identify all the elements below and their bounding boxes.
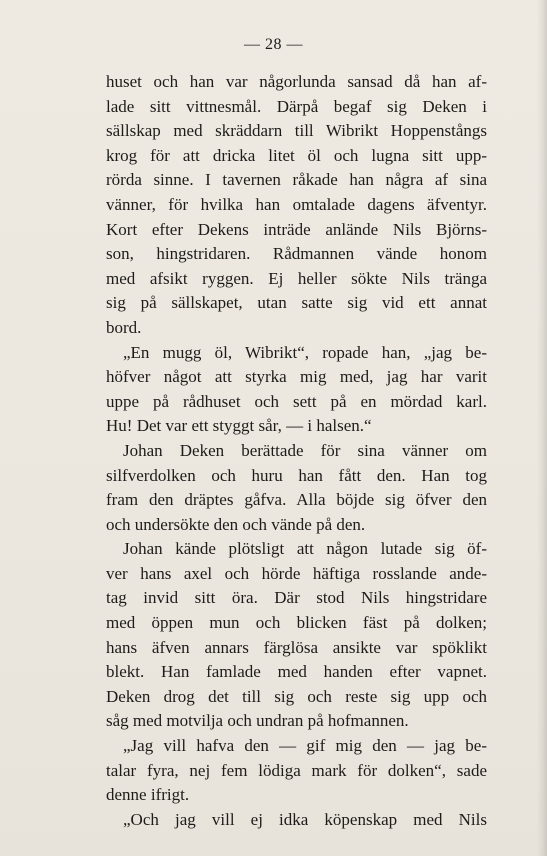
text-line: Kort efter Dekens inträde anlände Nils Björns- [106, 219, 487, 239]
text-line: huset och han var någorlunda sansad då han af- [106, 72, 487, 91]
text-line: sig på sällskapet, utan satte sig vid ett annat [106, 293, 487, 313]
text-line: son, hingstridaren. Rådmannen vände honom [106, 244, 487, 264]
text-line: Johan kände plötsligt att någon lutade sig öf- [123, 539, 487, 559]
text-line: rörda sinne. I tavernen råkade han några af sina [106, 170, 487, 190]
text-line: uppe på rådhuset och sett på en mördad karl. [106, 391, 487, 411]
text-line: vänner, för hvilka han omtalade dagens äfventyr. [106, 194, 487, 214]
text-line: silfverdolken och huru han fått den. Han tog [106, 465, 487, 485]
text-line: denne ifrigt. [106, 785, 190, 805]
text-line: hans äfven annars färglösa ansikte var spöklikt [106, 637, 487, 657]
text-line: fram den dräptes gåfva. Alla böjde sig öfver den [106, 490, 487, 510]
text-line: tag invid sitt öra. Där stod Nils hingstridare [106, 588, 487, 608]
text-line: Deken drog det till sig och reste sig upp och [106, 686, 487, 706]
text-line: med afsikt ryggen. Ej heller sökte Nils tränga [106, 268, 487, 288]
text-line: med öppen mun och blicken fäst på dolken; [106, 613, 487, 633]
text-line: Johan Deken berättade för sina vänner om [123, 440, 487, 460]
text-line: blekt. Han famlade med handen efter vapnet. [106, 662, 487, 682]
text-line: talar fyra, nej fem lödiga mark för dolken“, sade [106, 760, 487, 780]
page-edge-shadow [537, 0, 547, 856]
text-line: lade sitt vittnesmål. Därpå begaf sig Deken i [106, 96, 487, 116]
text-line: Hu! Det var ett styggt sår, — i halsen.“ [106, 416, 372, 436]
text-line: „Jag vill hafva den — gif mig den — jag be- [123, 736, 487, 756]
text-line: höfver något att styrka mig med, jag har varit [106, 367, 487, 387]
text-line: bord. [106, 317, 142, 337]
text-line: ver hans axel och hörde häftiga rosslande ande- [106, 563, 487, 583]
page-number: — 28 — [244, 36, 303, 53]
body-text [106, 70, 487, 832]
text-line: „En mugg öl, Wibrikt“, ropade han, „jag be- [123, 342, 487, 362]
text-line: såg med motvilja och undran på hofmannen. [106, 711, 409, 731]
text-line: „Och jag vill ej idka köpenskap med Nils [123, 809, 487, 829]
text-line: krog för att dricka litet öl och lugna sitt upp- [106, 145, 487, 165]
text-line: och undersökte den och vände på den. [106, 514, 366, 534]
text-line: sällskap med skräddarn till Wibrikt Hoppenstångs [106, 121, 487, 141]
